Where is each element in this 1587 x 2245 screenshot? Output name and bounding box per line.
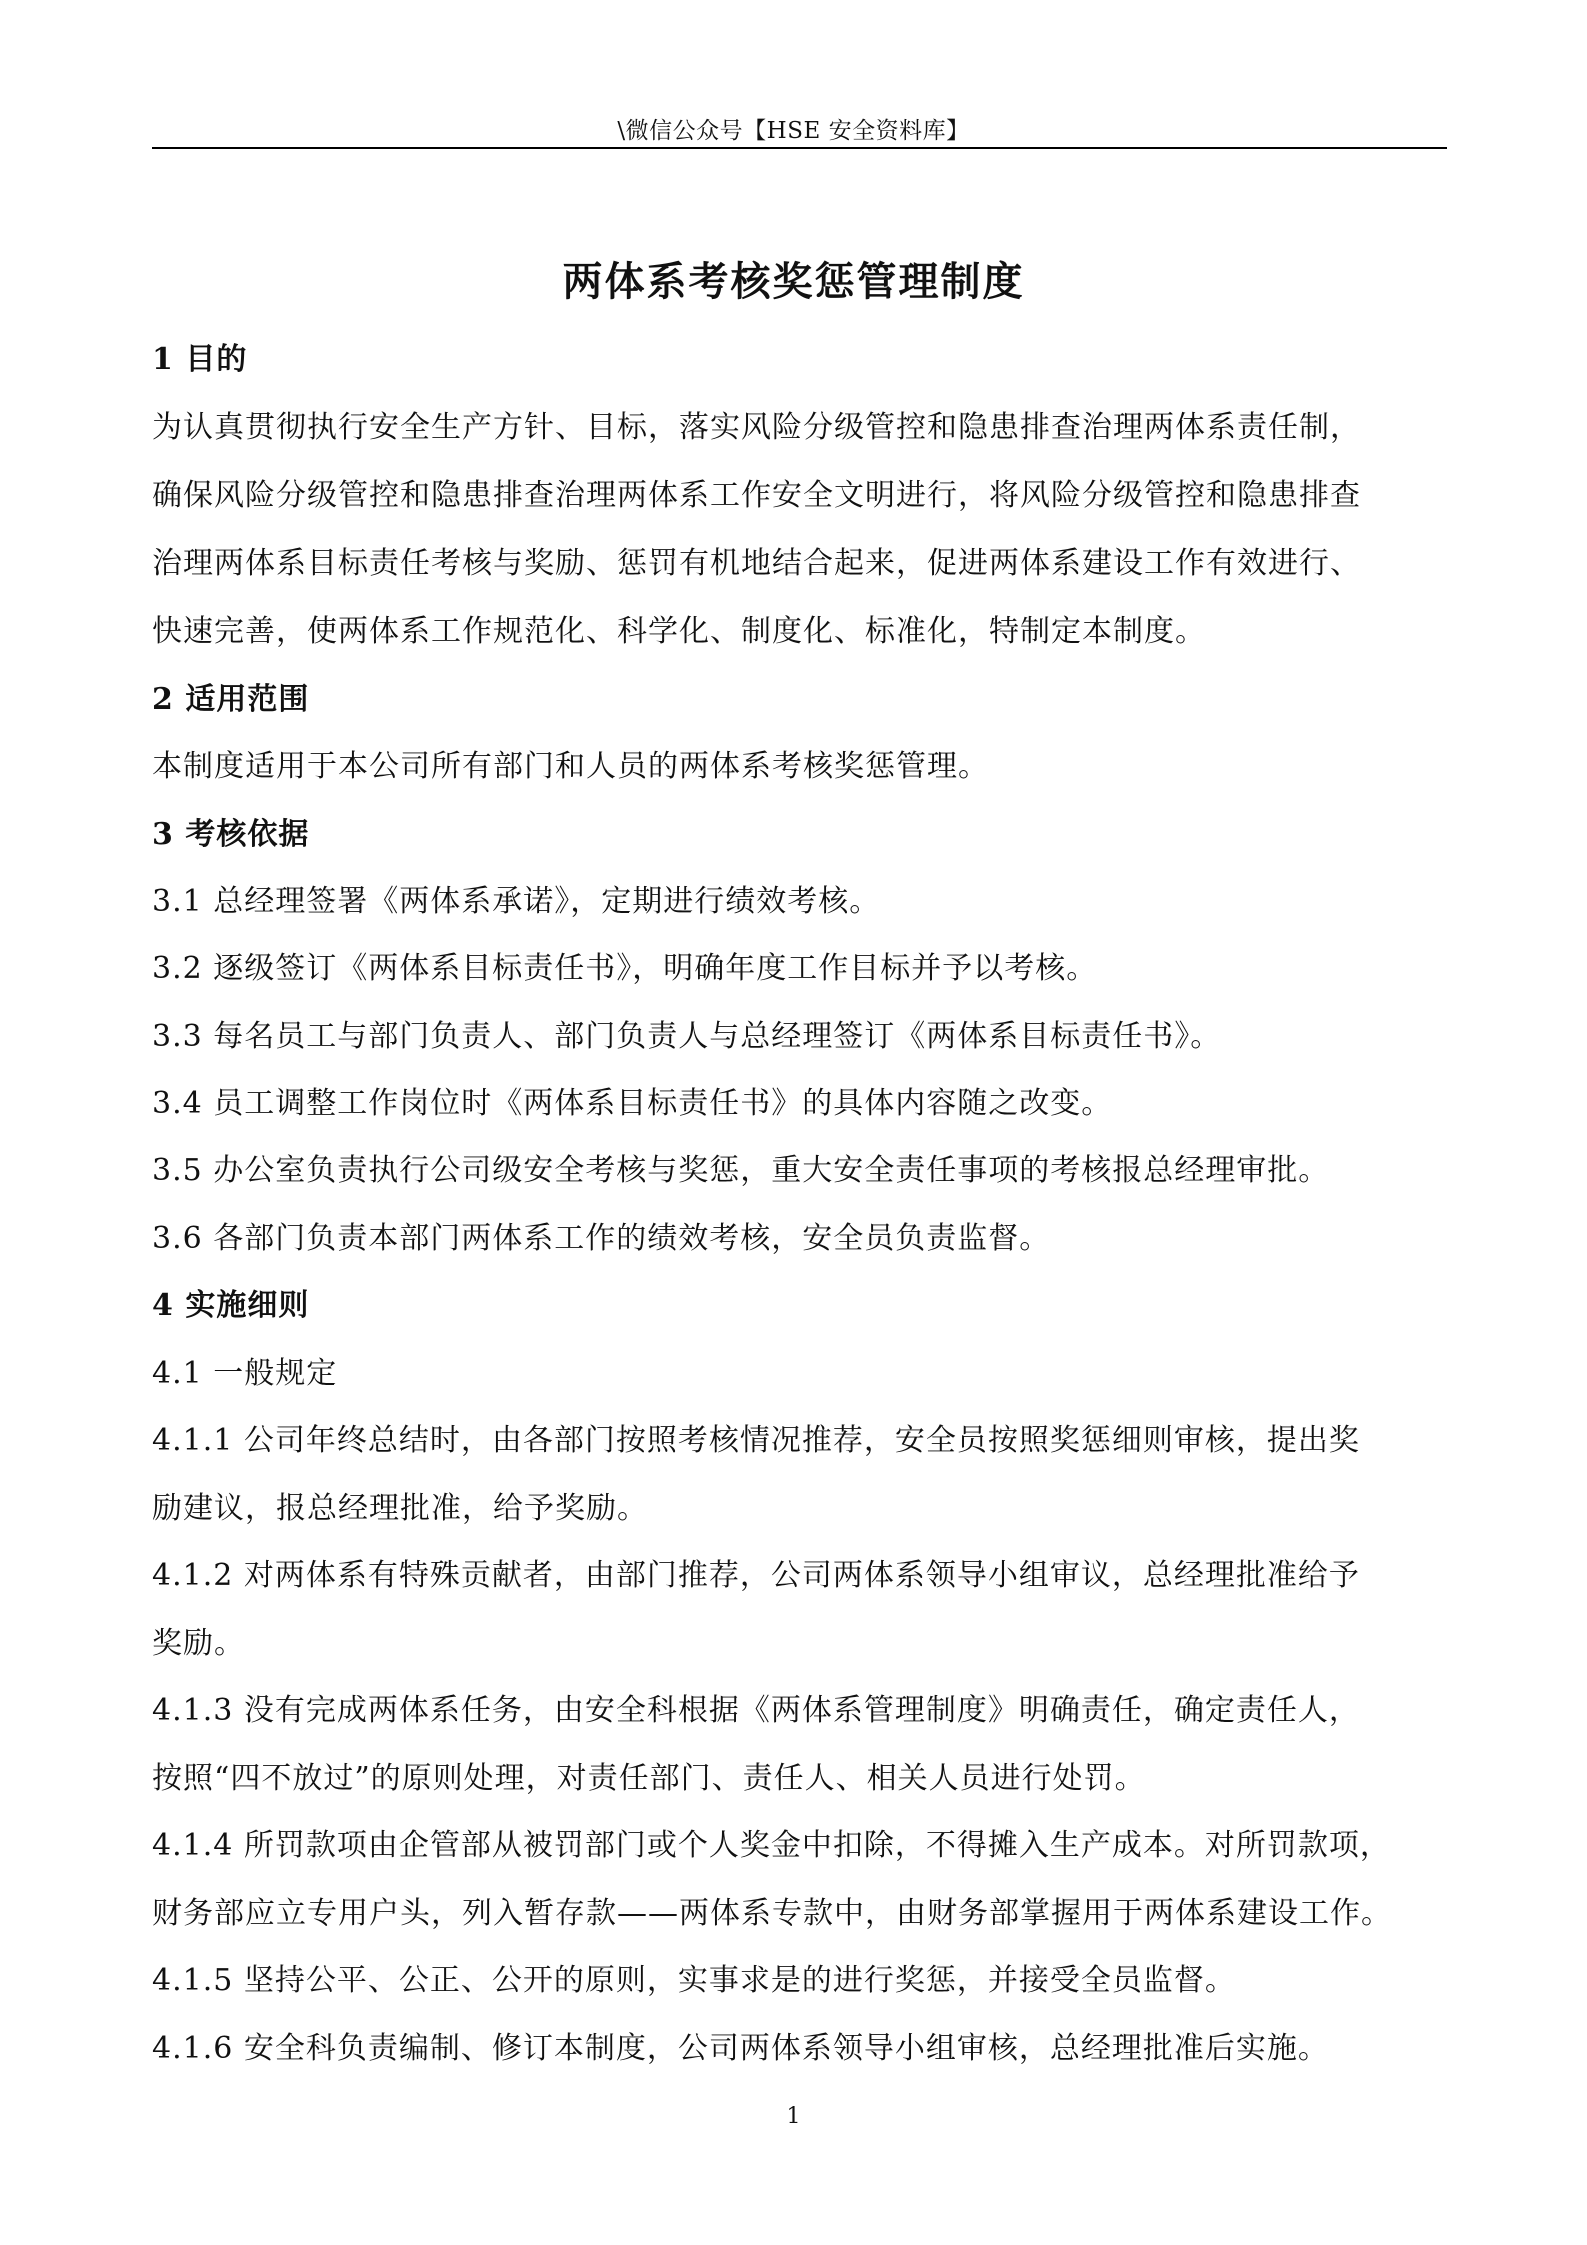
clause-line: 3.3 每名员工与部门负责人、部门负责人与总经理签订《两体系目标责任书》。 <box>152 1019 1222 1054</box>
clause-line: 4.1.1 公司年终总结时，由各部门按照考核情况推荐，安全员按照奖惩细则审核，提出奖 <box>152 1423 1360 1458</box>
clause-line: 3.6 各部门负责本部门两体系工作的绩效考核，安全员负责监督。 <box>152 1221 1051 1256</box>
clause-line: 奖励。 <box>152 1626 245 1661</box>
clause-line: 4.1.5 坚持公平、公正、公开的原则，实事求是的进行奖惩，并接受全员监督。 <box>152 1963 1236 1998</box>
section-heading: 1 目的 <box>152 342 248 377</box>
paragraph-line: 确保风险分级管控和隐患排查治理两体系工作安全文明进行，将风险分级管控和隐患排查 <box>152 478 1361 513</box>
paragraph-line: 快速完善，使两体系工作规范化、科学化、制度化、标准化，特制定本制度。 <box>152 614 1206 649</box>
document-title: 两体系考核奖惩管理制度 <box>562 258 1025 305</box>
clause-line: 3.4 员工调整工作岗位时《两体系目标责任书》的具体内容随之改变。 <box>152 1086 1113 1121</box>
clause-line: 4.1.2 对两体系有特殊贡献者，由部门推荐，公司两体系领导小组审议，总经理批准给予 <box>152 1558 1360 1593</box>
section-heading: 2 适用范围 <box>152 682 310 717</box>
paragraph-line: 本制度适用于本公司所有部门和人员的两体系考核奖惩管理。 <box>152 749 989 784</box>
paragraph-line: 为认真贯彻执行安全生产方针、目标，落实风险分级管控和隐患排查治理两体系责任制， <box>152 410 1361 445</box>
clause-line: 按照“四不放过”的原则处理，对责任部门、责任人、相关人员进行处罚。 <box>152 1761 1146 1796</box>
clause-line: 励建议，报总经理批准，给予奖励。 <box>152 1491 648 1526</box>
clause-line: 3.1 总经理签署《两体系承诺》，定期进行绩效考核。 <box>152 884 881 919</box>
clause-line: 4.1.4 所罚款项由企管部从被罚部门或个人奖金中扣除，不得摊入生产成本。对所罚款项， <box>152 1828 1391 1863</box>
paragraph-line: 治理两体系目标责任考核与奖励、惩罚有机地结合起来，促进两体系建设工作有效进行、 <box>152 546 1361 581</box>
page-number: 1 <box>786 2104 801 2129</box>
header-divider <box>152 147 1447 149</box>
clause-line: 4.1.3 没有完成两体系任务，由安全科根据《两体系管理制度》明确责任，确定责任人， <box>152 1693 1360 1728</box>
section-heading: 4 实施细则 <box>152 1288 310 1323</box>
clause-line: 4.1.6 安全科负责编制、修订本制度，公司两体系领导小组审核，总经理批准后实施。 <box>152 2031 1329 2066</box>
clause-line: 财务部应立专用户头，列入暂存款——两体系专款中，由财务部掌握用于两体系建设工作。 <box>152 1896 1392 1931</box>
page-header: \微信公众号【HSE 安全资料库】 <box>617 118 970 144</box>
section-heading: 3 考核依据 <box>152 817 310 852</box>
subsection-heading: 4.1 一般规定 <box>152 1356 338 1391</box>
clause-line: 3.5 办公室负责执行公司级安全考核与奖惩，重大安全责任事项的考核报总经理审批。 <box>152 1153 1330 1188</box>
clause-line: 3.2 逐级签订《两体系目标责任书》，明确年度工作目标并予以考核。 <box>152 951 1098 986</box>
